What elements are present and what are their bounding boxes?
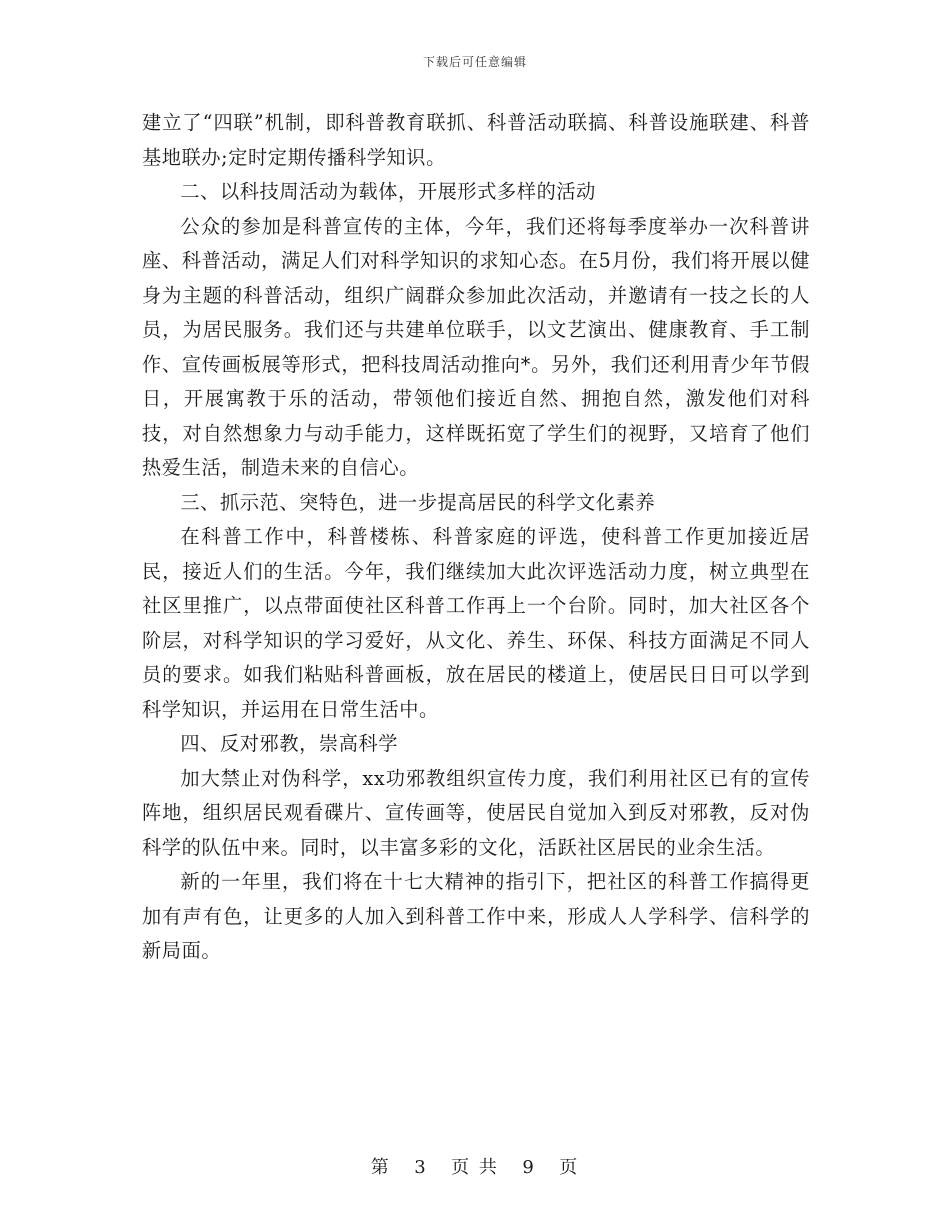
footer-middle: 页 共 [451, 1157, 499, 1178]
section-heading-4: 四、反对邪教，崇高科学 [180, 732, 399, 755]
section-heading-2: 二、以科技周活动为载体，开展形式多样的活动 [180, 180, 596, 203]
footer-suffix: 页 [559, 1157, 580, 1178]
paragraph-section-4: 加大禁止对伪科学，xx功邪教组织宣传力度，我们利用社区已有的宣传阵地，组织居民观看碟片、宣传画等，使居民自觉加入到反对邪教，反对伪科学的队伍中来。同时，以丰富多彩的文化，活跃社区居民的业余生活。 [142, 766, 810, 859]
current-page-number: 3 [414, 1157, 428, 1178]
document-body [142, 106, 810, 969]
section-heading-3: 三、抓示范、突特色，进一步提高居民的科学文化素养 [180, 490, 656, 514]
footer-prefix: 第 [370, 1157, 391, 1178]
page-number-footer [0, 1153, 950, 1179]
page-header: 下载后可任意编辑 [422, 55, 527, 69]
paragraph-closing: 新的一年里，我们将在十七大精神的指引下，把社区的科普工作搞得更加有声有色，让更多的人加入到科普工作中来，形成人人学科学、信科学的新局面。 [142, 870, 810, 962]
paragraph-section-3: 在科普工作中，科普楼栋、科普家庭的评选，使科普工作更加接近居民，接近人们的生活。今年，我们继续加大此次评选活动力度，树立典型在社区里推广，以点带面使社区科普工作再上一个台阶。同时，加大社区各个阶层，对科学知识的学习爱好，从文化、养生、环保、科技方面满足不同人员的要求。如我们粘贴科普画板，放在居民的楼道上，使居民日日可以学到科学知识，并运用在日常生活中。 [142, 525, 810, 721]
paragraph-section-2: 公众的参加是科普宣传的主体，今年，我们还将每季度举办一次科普讲座、科普活动，满足人们对科学知识的求知心态。在5月份，我们将开展以健身为主题的科普活动，组织广阔群众参加此次活动，并邀请有一技之长的人员，为居民服务。我们还与共建单位联手，以文艺演出、健康教育、手工制作、宣传画板展等形式，把科技周活动推向*。另外，我们还利用青少年节假日，开展寓教于乐的活动，带领他们接近自然、拥抱自然，激发他们对科技，对自然想象力与动手能力，这样既拓宽了学生们的视野，又培育了他们热爱生活，制造未来的自信心。 [142, 214, 810, 479]
total-page-number: 9 [522, 1157, 536, 1178]
paragraph-continuation: 建立了“四联”机制，即科普教育联抓、科普活动联搞、科普设施联建、科普基地联办;定时定期传播科学知识。 [142, 111, 810, 169]
